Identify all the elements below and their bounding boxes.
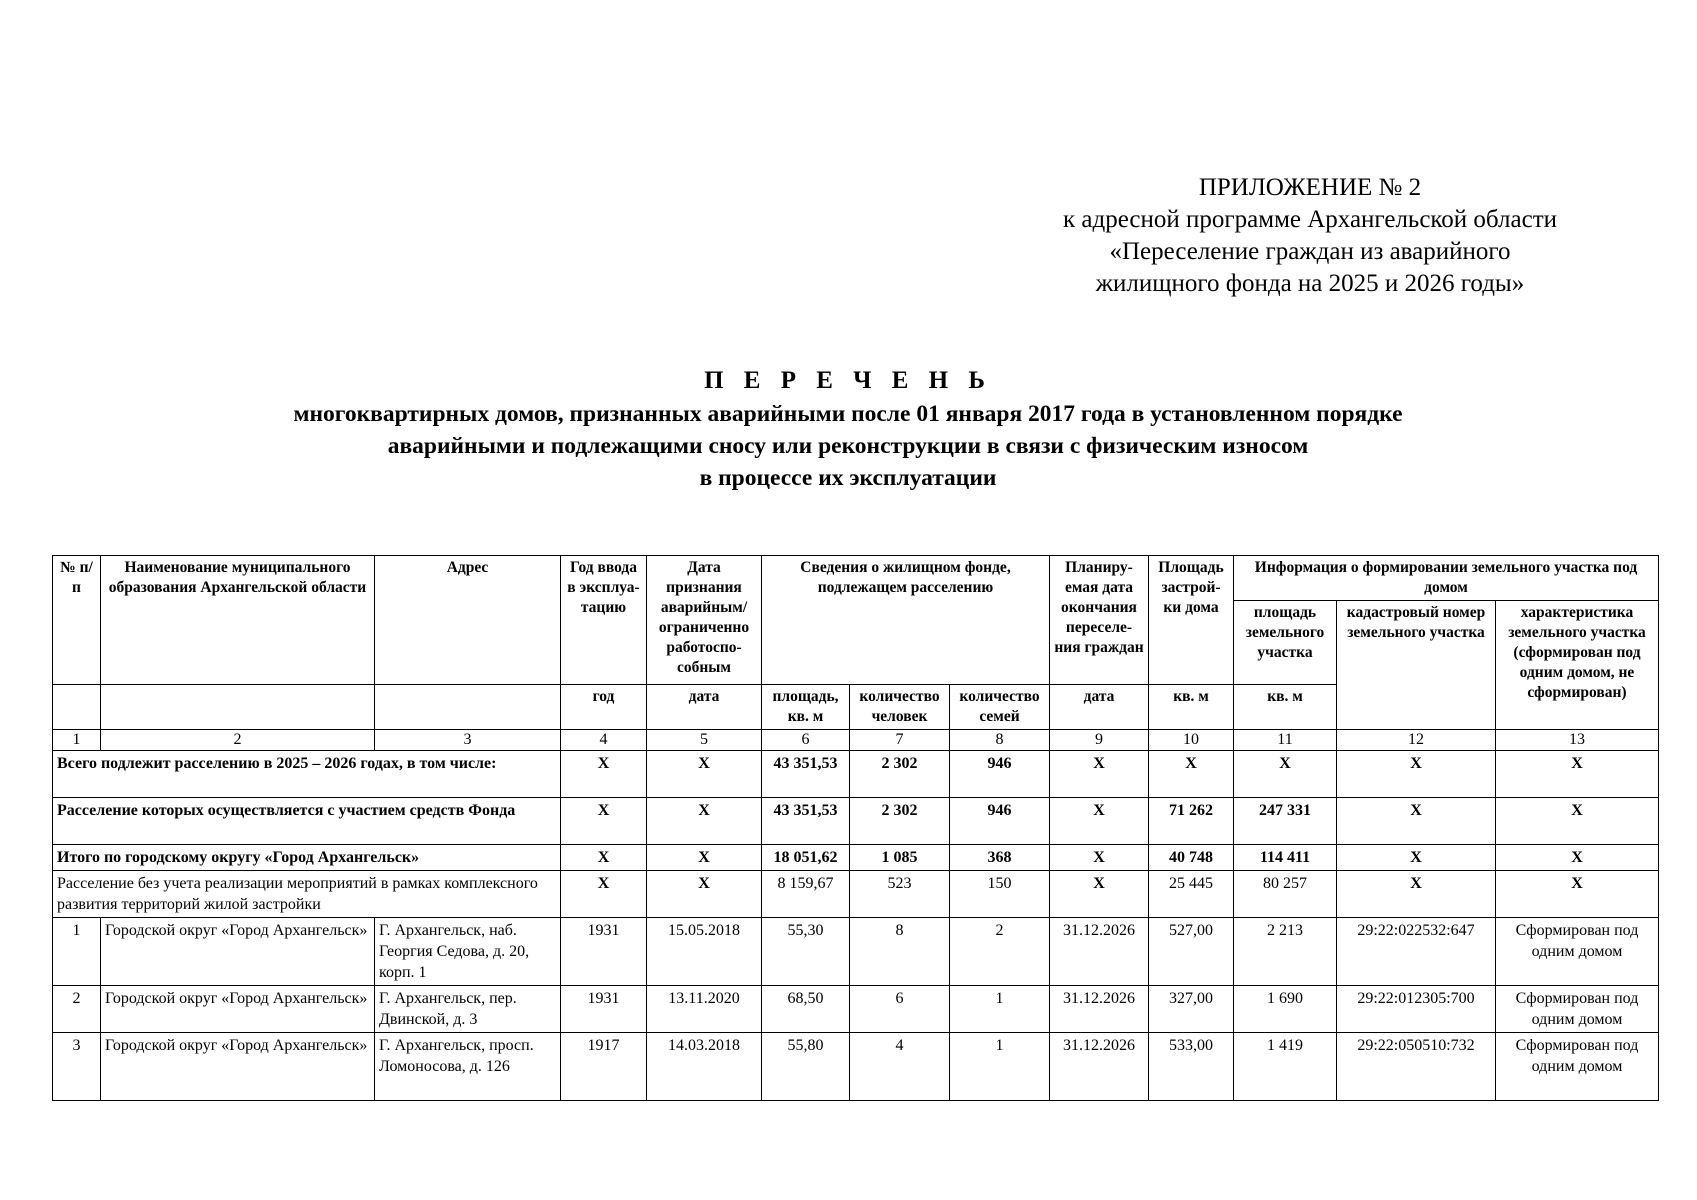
appendix-block [1000, 172, 1620, 300]
row-area: 68,50 [762, 986, 850, 1033]
summary-label: Итого по городскому округу «Город Архангельск» [53, 845, 561, 871]
summary-families: 946 [950, 751, 1050, 798]
column-number: 8 [950, 730, 1050, 751]
row-address: Г. Архангельск, просп. Ломоносова, д. 126 [375, 1033, 561, 1101]
row-municipality: Городской округ «Город Архангельск» [101, 986, 375, 1033]
summary-date: X [647, 751, 762, 798]
header-housing-group: Сведения о жилищном фонде, подлежащем расселению [762, 556, 1050, 685]
row-planned: 31.12.2026 [1050, 918, 1149, 986]
summary-date: X [647, 845, 762, 871]
column-number: 11 [1234, 730, 1337, 751]
summary-row-city [53, 845, 1659, 871]
row-families: 1 [950, 986, 1050, 1033]
unit-area: площадь, кв. м [762, 685, 850, 730]
row-year: 1931 [561, 986, 647, 1033]
summary-date: X [647, 871, 762, 918]
header-municipality: Наименование муниципального образования Архангельской области [101, 556, 375, 685]
row-families: 2 [950, 918, 1050, 986]
header-land-char: характеристика земельного участка (сформирован под одним домом, не сформирован) [1496, 601, 1659, 730]
heading-line-2: аварийными и подлежащими сносу или реконструкции в связи с физическим износом [387, 433, 1309, 459]
summary-land-area: X [1234, 751, 1337, 798]
summary-label: Расселение которых осуществляется с участием средств Фонда [53, 798, 561, 845]
summary-year: X [561, 751, 647, 798]
summary-land-area: 247 331 [1234, 798, 1337, 845]
header-planned-date: Планиру-емая дата окончания переселе-ния граждан [1050, 556, 1149, 685]
row-num: 2 [53, 986, 101, 1033]
unit-year: год [561, 685, 647, 730]
column-number: 12 [1337, 730, 1496, 751]
row-address: Г. Архангельск, пер. Двинской, д. 3 [375, 986, 561, 1033]
row-planned: 31.12.2026 [1050, 1033, 1149, 1101]
row-char: Сформирован под одним домом [1496, 986, 1659, 1033]
unit-sqm-2: кв. м [1234, 685, 1337, 730]
row-land-area: 1 419 [1234, 1033, 1337, 1101]
column-number: 1 [53, 730, 101, 751]
row-year: 1931 [561, 918, 647, 986]
row-land-area: 2 213 [1234, 918, 1337, 986]
header-cadastral: кадастровый номер земельного участка [1337, 601, 1496, 730]
row-municipality: Городской округ «Город Архангельск» [101, 918, 375, 986]
row-municipality: Городской округ «Город Архангельск» [101, 1033, 375, 1101]
summary-cadastral: X [1337, 751, 1496, 798]
header-land-area: площадь земельного участка [1234, 601, 1337, 685]
header-building-area: Площадь застрой-ки дома [1149, 556, 1234, 685]
row-people: 8 [850, 918, 950, 986]
summary-row-fund [53, 798, 1659, 845]
row-date: 15.05.2018 [647, 918, 762, 986]
row-area: 55,80 [762, 1033, 850, 1101]
row-address: Г. Архангельск, наб. Георгия Седова, д. 20, корп. 1 [375, 918, 561, 986]
row-families: 1 [950, 1033, 1050, 1101]
row-cadastral: 29:22:022532:647 [1337, 918, 1496, 986]
row-area: 55,30 [762, 918, 850, 986]
appendix-line-2: к адресной программе Архангельской области [1062, 206, 1558, 233]
column-number: 5 [647, 730, 762, 751]
table-row [53, 986, 1659, 1033]
summary-cadastral: X [1337, 845, 1496, 871]
column-number: 3 [375, 730, 561, 751]
row-people: 4 [850, 1033, 950, 1101]
header-recognition-date: Дата признания аварийным/ ограниченно работоспо-собным [647, 556, 762, 685]
appendix-title: ПРИЛОЖЕНИЕ № 2 [1198, 174, 1422, 201]
column-number: 10 [1149, 730, 1234, 751]
unit-date-2: дата [1050, 685, 1149, 730]
summary-people: 2 302 [850, 798, 950, 845]
row-cadastral: 29:22:050510:732 [1337, 1033, 1496, 1101]
summary-land-area: 80 257 [1234, 871, 1337, 918]
unit-date: дата [647, 685, 762, 730]
heading-line-3: в процессе их эксплуатации [699, 465, 997, 491]
summary-date: X [647, 798, 762, 845]
heading-word: П Е Р Е Ч Е Н Ь [704, 367, 992, 394]
row-build-area: 327,00 [1149, 986, 1234, 1033]
summary-area: 43 351,53 [762, 798, 850, 845]
row-land-area: 1 690 [1234, 986, 1337, 1033]
appendix-line-4: жилищного фонда на 2025 и 2026 годы» [1095, 270, 1525, 297]
row-planned: 31.12.2026 [1050, 986, 1149, 1033]
header-year: Год ввода в эксплуа-тацию [561, 556, 647, 685]
summary-year: X [561, 871, 647, 918]
summary-planned: X [1050, 845, 1149, 871]
header-address: Адрес [375, 556, 561, 685]
row-cadastral: 29:22:012305:700 [1337, 986, 1496, 1033]
summary-area: 18 051,62 [762, 845, 850, 871]
row-year: 1917 [561, 1033, 647, 1101]
table-row [53, 918, 1659, 986]
header-row-1 [53, 556, 1659, 601]
summary-families: 150 [950, 871, 1050, 918]
summary-people: 2 302 [850, 751, 950, 798]
appendix-line-3: «Переселение граждан из аварийного [1109, 238, 1511, 265]
summary-char: X [1496, 798, 1659, 845]
summary-year: X [561, 845, 647, 871]
summary-char: X [1496, 845, 1659, 871]
column-number: 9 [1050, 730, 1149, 751]
row-date: 13.11.2020 [647, 986, 762, 1033]
column-number: 13 [1496, 730, 1659, 751]
summary-planned: X [1050, 751, 1149, 798]
row-char: Сформирован под одним домом [1496, 1033, 1659, 1101]
row-date: 14.03.2018 [647, 1033, 762, 1101]
column-number: 4 [561, 730, 647, 751]
summary-build-area: 25 445 [1149, 871, 1234, 918]
column-number: 7 [850, 730, 950, 751]
summary-row-total [53, 751, 1659, 798]
row-num: 3 [53, 1033, 101, 1101]
summary-cadastral: X [1337, 798, 1496, 845]
column-number: 2 [101, 730, 375, 751]
summary-build-area: X [1149, 751, 1234, 798]
summary-year: X [561, 798, 647, 845]
header-land-group: Информация о формировании земельного участка под домом [1234, 556, 1659, 601]
unit-sqm: кв. м [1149, 685, 1234, 730]
summary-planned: X [1050, 871, 1149, 918]
row-build-area: 527,00 [1149, 918, 1234, 986]
summary-label: Всего подлежит расселению в 2025 – 2026 годах, в том числе: [53, 751, 561, 798]
summary-families: 946 [950, 798, 1050, 845]
row-char: Сформирован под одним домом [1496, 918, 1659, 986]
unit-families: количество семей [950, 685, 1050, 730]
summary-area: 43 351,53 [762, 751, 850, 798]
summary-char: X [1496, 871, 1659, 918]
summary-char: X [1496, 751, 1659, 798]
summary-land-area: 114 411 [1234, 845, 1337, 871]
summary-families: 368 [950, 845, 1050, 871]
heading-line-1: многоквартирных домов, признанных аварийными после 01 января 2017 года в установленном порядке [293, 401, 1403, 427]
summary-people: 1 085 [850, 845, 950, 871]
summary-build-area: 40 748 [1149, 845, 1234, 871]
summary-label: Расселение без учета реализации мероприятий в рамках комплексного развития территорий жилой застройки [53, 871, 561, 918]
header-num: № п/п [53, 556, 101, 685]
summary-cadastral: X [1337, 871, 1496, 918]
table-row [53, 1033, 1659, 1101]
summary-area: 8 159,67 [762, 871, 850, 918]
row-people: 6 [850, 986, 950, 1033]
column-numbers-row [53, 730, 1659, 751]
summary-people: 523 [850, 871, 950, 918]
row-build-area: 533,00 [1149, 1033, 1234, 1101]
summary-planned: X [1050, 798, 1149, 845]
document-heading [60, 364, 1636, 494]
unit-people: количество человек [850, 685, 950, 730]
summary-row-without-complex [53, 871, 1659, 918]
housing-table [52, 555, 1659, 1101]
row-num: 1 [53, 918, 101, 986]
summary-build-area: 71 262 [1149, 798, 1234, 845]
column-number: 6 [762, 730, 850, 751]
